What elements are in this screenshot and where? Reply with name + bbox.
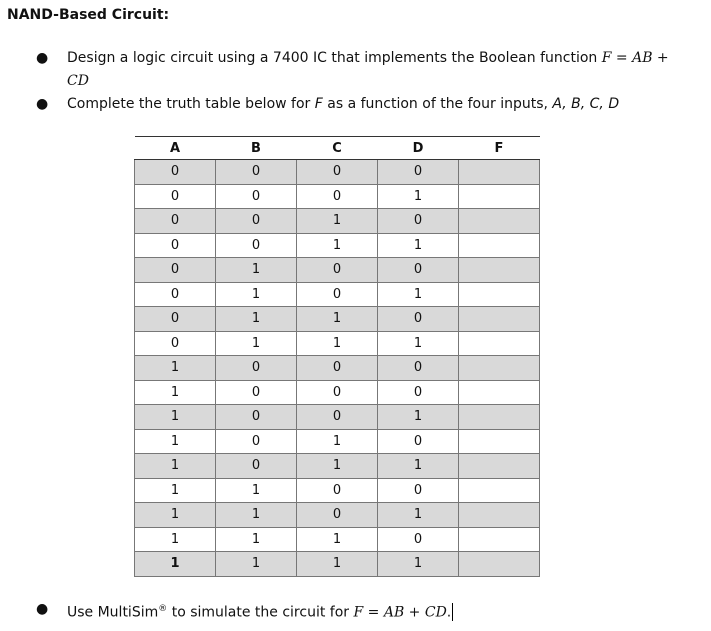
cell-a: 0 [135,282,216,307]
cell-a: 1 [135,454,216,479]
cell-d: 1 [378,405,459,430]
bullet-dot: ● [36,96,49,112]
bullet-text-b: as a function of the four inputs, [322,96,553,112]
cell-a: 0 [135,331,216,356]
truth-table-body [135,160,540,577]
cell-c: 1 [297,209,378,234]
boolean-function-part1: F = AB + [601,50,669,66]
cell-f[interactable] [459,233,540,258]
table-row [135,209,540,234]
cell-b: 1 [216,527,297,552]
cell-d: 0 [378,209,459,234]
cell-b: 0 [216,454,297,479]
cell-d: 1 [378,331,459,356]
bullet-design-text: Design a logic circuit using a 7400 IC that implements the Boolean function [67,50,602,66]
cell-a: 1 [135,478,216,503]
cell-d: 0 [378,160,459,185]
cell-f[interactable] [459,209,540,234]
cell-c: 1 [297,454,378,479]
cell-f[interactable] [459,552,540,577]
cell-b: 0 [216,160,297,185]
cell-b: 1 [216,552,297,577]
cell-a: 0 [135,184,216,209]
cell-a: 0 [135,258,216,283]
table-row [135,233,540,258]
bullet-text-b: to simulate the circuit for [167,604,354,621]
cell-b: 1 [216,478,297,503]
cell-d: 0 [378,356,459,381]
cell-b: 0 [216,405,297,430]
cell-c: 1 [297,552,378,577]
table-row [135,184,540,209]
bullet-dot: ● [36,50,49,66]
cell-b: 1 [216,503,297,528]
cell-c: 0 [297,258,378,283]
cell-a: 0 [135,160,216,185]
cell-b: 1 [216,282,297,307]
cell-a: 1 [135,429,216,454]
cell-b: 1 [216,331,297,356]
table-row [135,331,540,356]
cell-f[interactable] [459,405,540,430]
cell-b: 0 [216,356,297,381]
column-header-f: F [459,137,540,160]
cell-b: 0 [216,429,297,454]
column-header-b: B [216,137,297,160]
cell-a: 1 [135,405,216,430]
cell-f[interactable] [459,331,540,356]
table-row [135,454,540,479]
period: . [446,604,452,621]
cell-c: 0 [297,184,378,209]
cell-d: 0 [378,380,459,405]
cell-f[interactable] [459,527,540,552]
table-row [135,380,540,405]
cell-a: 1 [135,356,216,381]
cell-d: 1 [378,552,459,577]
cell-d: 0 [378,307,459,332]
cell-a: 0 [135,233,216,258]
cell-f[interactable] [459,380,540,405]
boolean-function: F = AB + CD [353,604,447,621]
table-row [135,478,540,503]
table-row [135,356,540,381]
table-row [135,527,540,552]
table-row [135,258,540,283]
table-row [135,405,540,430]
truth-table [134,136,540,577]
cell-c: 0 [297,380,378,405]
cell-f[interactable] [459,307,540,332]
cell-b: 1 [216,307,297,332]
var-f: F [314,96,323,112]
cell-d: 1 [378,503,459,528]
cell-f[interactable] [459,356,540,381]
cell-f[interactable] [459,478,540,503]
table-row [135,552,540,577]
bullet-text-a: Use MultiSim [67,604,159,621]
cell-c: 0 [297,405,378,430]
cell-c: 0 [297,282,378,307]
cell-b: 0 [216,233,297,258]
input-list: A, B, C, D [552,96,620,112]
cell-c: 1 [297,331,378,356]
table-row [135,429,540,454]
cell-c: 1 [297,307,378,332]
bullet-multisim-text [67,599,453,624]
table-row [135,282,540,307]
bullet-dot: ● [36,601,49,617]
cell-d: 1 [378,454,459,479]
cell-f[interactable] [459,258,540,283]
cell-b: 0 [216,380,297,405]
cell-c: 0 [297,478,378,503]
truth-table-header-row [135,137,540,160]
cell-c: 1 [297,429,378,454]
column-header-d: D [378,137,459,160]
registered-mark: ® [158,604,168,614]
cell-d: 0 [378,429,459,454]
text-cursor [452,603,453,621]
table-row [135,160,540,185]
cell-f[interactable] [459,282,540,307]
cell-f[interactable] [459,184,540,209]
cell-d: 0 [378,258,459,283]
bullet-design-line1 [67,48,669,69]
cell-c: 0 [297,503,378,528]
cell-b: 0 [216,184,297,209]
cell-a: 0 [135,209,216,234]
column-header-a: A [135,137,216,160]
cell-a: 1 [135,552,216,577]
cell-f[interactable] [459,503,540,528]
bullet-text-a: Complete the truth table below for [67,96,315,112]
cell-a: 1 [135,503,216,528]
cell-d: 1 [378,184,459,209]
boolean-function-part2: CD [67,73,89,89]
cell-f[interactable] [459,160,540,185]
cell-a: 1 [135,380,216,405]
cell-a: 0 [135,307,216,332]
cell-d: 1 [378,282,459,307]
table-row [135,307,540,332]
section-heading: NAND-Based Circuit: [7,7,170,23]
cell-d: 1 [378,233,459,258]
cell-c: 1 [297,233,378,258]
cell-f[interactable] [459,429,540,454]
cell-c: 0 [297,160,378,185]
bullet-truth-table-text [67,94,619,115]
cell-c: 1 [297,527,378,552]
cell-d: 0 [378,478,459,503]
cell-b: 0 [216,209,297,234]
cell-b: 1 [216,258,297,283]
table-row [135,503,540,528]
column-header-c: C [297,137,378,160]
cell-c: 0 [297,356,378,381]
cell-f[interactable] [459,454,540,479]
cell-a: 1 [135,527,216,552]
cell-d: 0 [378,527,459,552]
